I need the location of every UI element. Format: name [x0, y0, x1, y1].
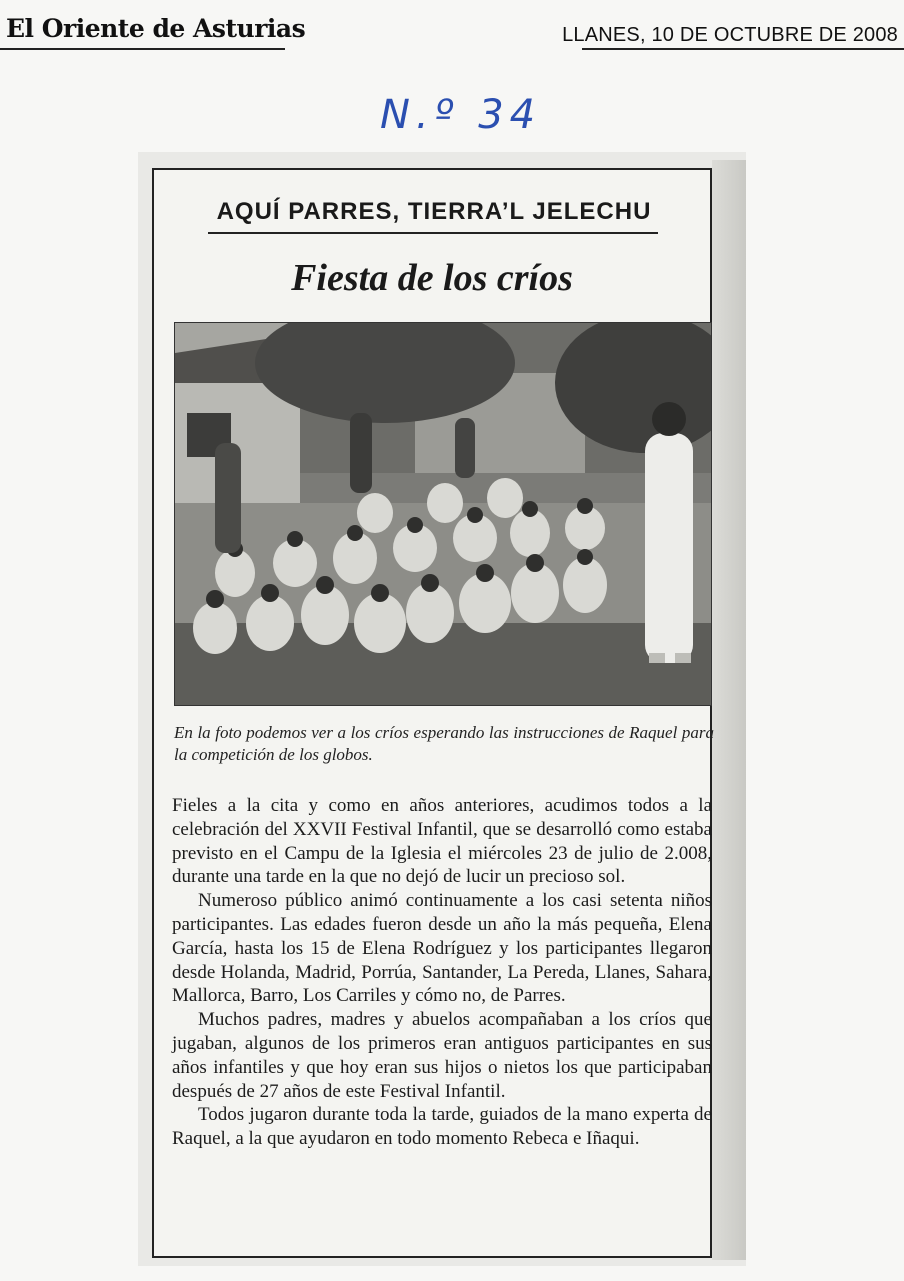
handwritten-number: N.º 34 — [380, 92, 542, 138]
article-headline: Fiesta de los críos — [291, 257, 573, 299]
photo-scene-image — [175, 323, 712, 706]
dateline: LLANES, 10 DE OCTUBRE DE 2008 — [562, 24, 898, 46]
masthead-rule-right — [582, 48, 904, 50]
article-photo — [174, 322, 712, 706]
article-box — [152, 168, 712, 1258]
newspaper-masthead: El Oriente de Asturias — [6, 14, 306, 43]
section-heading: AQUÍ PARRES, TIERRA’L JELECHU — [216, 198, 652, 225]
article-body — [172, 794, 712, 1151]
body-paragraph: Todos jugaron durante toda la tarde, guiados de la mano experta de Raquel, a la que ayudaron en todo momento Rebeca e Iñaqui. — [172, 1104, 712, 1150]
section-rule — [208, 232, 658, 234]
adjacent-column-bleed — [712, 160, 746, 1260]
body-paragraph: Numeroso público animó continuamente a los casi setenta niños participantes. Las edades fueron desde un año la más pequeña, Elena García, hasta los 15 de Elena Rodríguez y los participantes llegaron desde Holanda, Madrid, Porrúa, Santander, La Pereda, Llanes, Sahara, Mallorca, Barro, Los Carriles y cómo no, de Parres. — [172, 890, 712, 1007]
masthead-rule-left — [0, 48, 285, 50]
photo-caption: En la foto podemos ver a los críos esperando las instrucciones de Raquel para la competición de los globos. — [174, 723, 714, 764]
body-paragraph: Fieles a la cita y como en años anteriores, acudimos todos a la celebración del XXVII Festival Infantil, que se desarrolló como estaba previsto en el Campu de la Iglesia el miércoles 23 de julio de 2.008, durante una tarde en la que no dejó de lucir un precioso sol. — [172, 795, 712, 888]
body-paragraph: Muchos padres, madres y abuelos acompañaban a los críos que jugaban, algunos de los primeros eran antiguos participantes en sus años infantiles y que hoy eran sus hijos o nietos los que participaban después de 27 años de este Festival Infantil. — [172, 1009, 712, 1102]
